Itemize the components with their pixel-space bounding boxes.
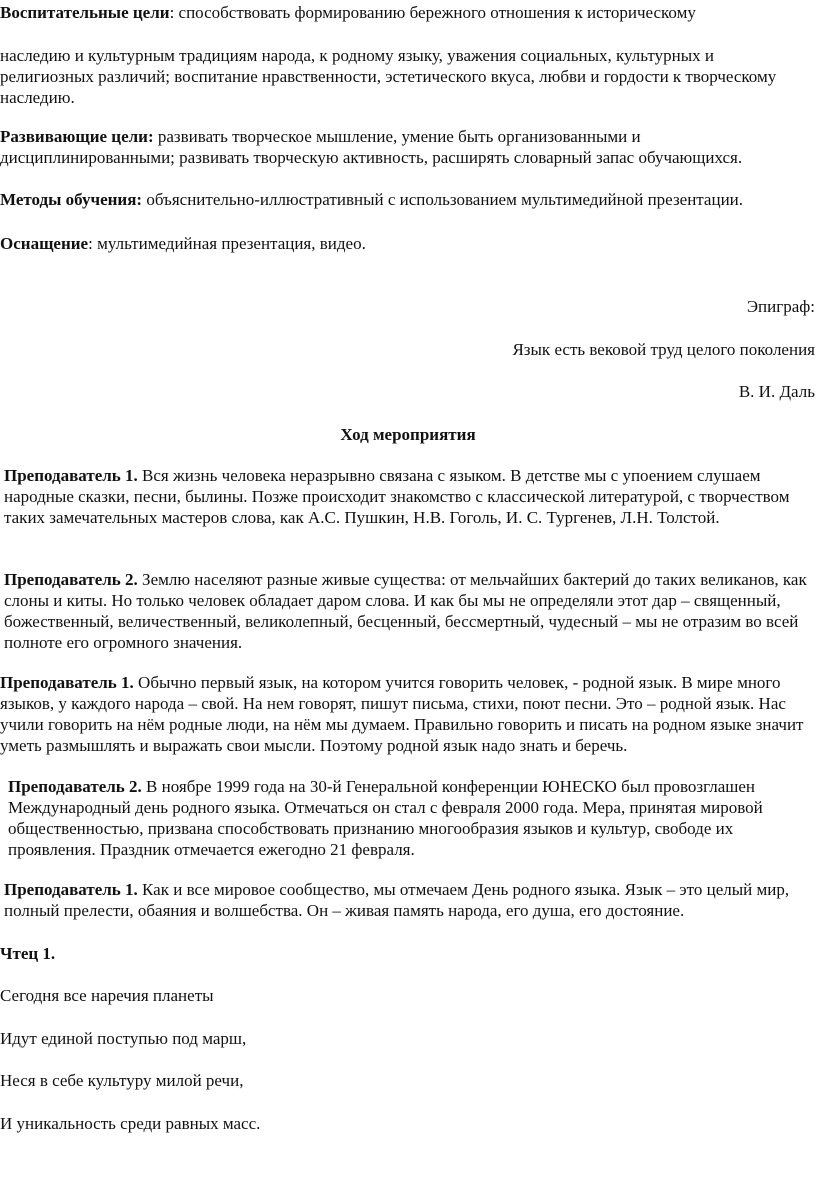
dialogue-text: Вся жизнь человека неразрывно связана с языком. В детстве мы с упоением слушаем народные сказки, песни, былины. Позже происходит знакомство с классической литературой, с творчеством таких замечательных мастеров слова, как А.С. Пушкин, Н.В. Гоголь, И. С. Тургенев, Л.Н. Толстой. [4, 466, 790, 527]
epigraph-author: В. И. Даль [738, 382, 815, 401]
upbringing-goals-label: Воспитательные цели [0, 3, 170, 22]
epigraph-label: Эпиграф: [746, 297, 815, 316]
speaker-label: Преподаватель 1. [4, 466, 138, 485]
developing-goals-label: Развивающие цели: [0, 127, 154, 146]
speaker-label: Преподаватель 1. [0, 673, 134, 692]
epigraph-quote: Язык есть вековой труд целого поколения [512, 340, 815, 359]
equipment-text: : мультимедийная презентация, видео. [88, 234, 366, 253]
dialogue-paragraph [0, 672, 812, 756]
dialogue-text: Землю населяют разные живые существа: от мельчайших бактерий до таких великанов, как слоны и киты. Но только человек обладает даром слова. И как бы мы не определяли этот дар – священный, божественный, величественный, великолепный, бесценный, бессмертный, чудесный – мы не отразим во всей полноте его огромного значения. [4, 570, 807, 652]
poem-line: Идут единой поступью под марш, [0, 1029, 247, 1048]
dialogue-paragraph [0, 776, 816, 860]
speaker-label: Преподаватель 1. [4, 880, 138, 899]
poem-line: Неся в себе культуру милой речи, [0, 1071, 244, 1090]
teaching-methods-paragraph [0, 189, 812, 210]
poem-line: И уникальность среди равных масс. [0, 1114, 261, 1133]
teaching-methods-text: объяснительно-иллюстративный с использованием мультимедийной презентации. [142, 190, 744, 209]
upbringing-goals-first-line [0, 2, 812, 23]
speaker-label: Преподаватель 2. [8, 777, 142, 796]
developing-goals-paragraph [0, 126, 812, 168]
section-title: Ход мероприятия [340, 425, 476, 444]
equipment-label: Оснащение [0, 234, 89, 253]
teaching-methods-label: Методы обучения: [0, 190, 143, 209]
poem-line: Сегодня все наречия планеты [0, 986, 214, 1005]
dialogue-text: Как и все мировое сообщество, мы отмечаем День родного языка. Язык – это целый мир, полный прелести, обаяния и волшебства. Он – живая память народа, его душа, его достояние. [4, 880, 790, 920]
equipment-paragraph [0, 233, 812, 254]
dialogue-text: В ноябре 1999 года на 30-й Генеральной конференции ЮНЕСКО был провозглашен Международный день родного языка. Отмечаться он стал с февраля 2000 года. Мера, принятая мировой общественностью, призвана способствовать признанию многообразия языков и культур, свободе их проявления. Праздник отмечается ежегодно 21 февраля. [8, 777, 763, 859]
upbringing-goals-continuation: наследию и культурным традициям народа, к родному языку, уважения социальных, культурных и религиозных различий; воспитание нравственности, эстетического вкуса, любви и гордости к творческому наследию. [0, 46, 777, 107]
upbringing-goals-text-start: : способствовать формированию бережного отношения к историческому [169, 3, 696, 22]
reader-label: Чтец 1. [0, 944, 56, 963]
dialogue-paragraph [0, 569, 816, 653]
speaker-label: Преподаватель 2. [4, 570, 138, 589]
dialogue-paragraph [0, 465, 816, 528]
dialogue-paragraph [0, 879, 816, 921]
dialogue-text: Обычно первый язык, на котором учится говорить человек, - родной язык. В мире много языков, у каждого народа – свой. На нем говорят, пишут письма, стихи, поют песни. Это – родной язык. Нас учили говорить на нём родные люди, на нём мы думаем. Правильно говорить и писать на родном языке значит уметь размышлять и выражать свои мысли. Поэтому родной язык надо знать и беречь. [0, 673, 804, 755]
developing-goals-text: развивать творческое мышление, умение быть организованными и дисциплинированными; развивать творческую активность, расширять словарный запас обучающихся. [0, 127, 743, 167]
